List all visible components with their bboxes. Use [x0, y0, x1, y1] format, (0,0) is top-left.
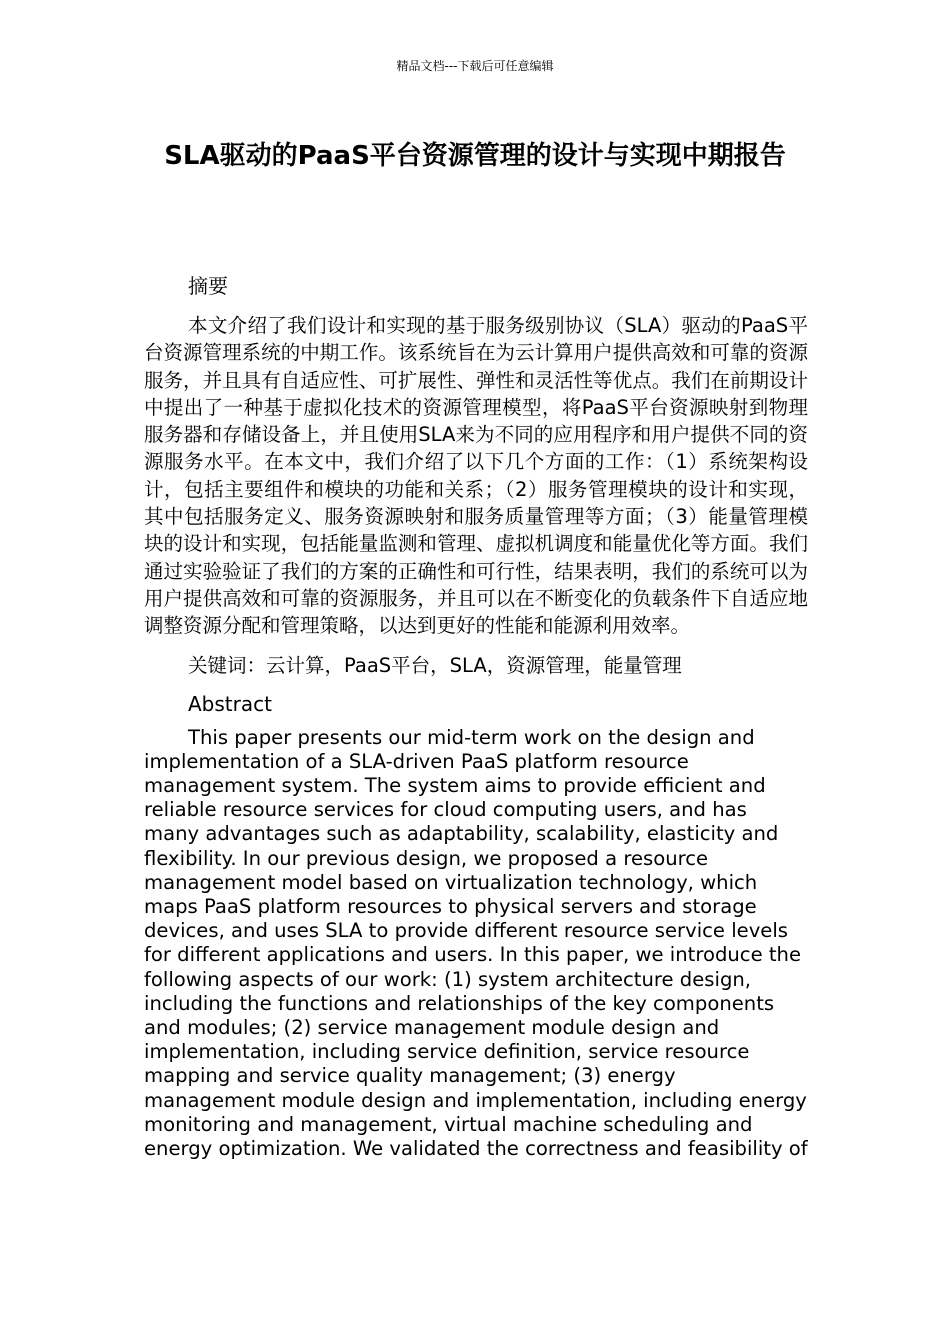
document-body	[144, 270, 808, 1161]
abstract-cn-paragraph: 本文介绍了我们设计和实现的基于服务级别协议（SLA）驱动的PaaS平台资源管理系统的中期工作。该系统旨在为云计算用户提供高效和可靠的资源服务，并且具有自适应性、可扩展性、弹性和灵活性等优点。我们在前期设计中提出了一种基于虚拟化技术的资源管理模型，将PaaS平台资源映射到物理服务器和存储设备上，并且使用SLA来为不同的应用程序和用户提供不同的资源服务水平。在本文中，我们介绍了以下几个方面的工作：（1）系统架构设计，包括主要组件和模块的功能和关系；（2）服务管理模块的设计和实现，其中包括服务定义、服务资源映射和服务质量管理等方面；（3）能量管理模块的设计和实现，包括能量监测和管理、虚拟机调度和能量优化等方面。我们通过实验验证了我们的方案的正确性和可行性，结果表明，我们的系统可以为用户提供高效和可靠的资源服务，并且可以在不断变化的负载条件下自适应地调整资源分配和管理策略，以达到更好的性能和能源利用效率。	[144, 314, 808, 638]
keywords-line: 关键词：云计算，PaaS平台，SLA，资源管理，能量管理	[188, 653, 682, 677]
abstract-en-paragraph: This paper presents our mid-term work on the design and implementation of a SLA-driven PaaS platform resource management system. The system aims to provide efficient and reliable resource services for cloud computing users, and has many advantages such as adaptability, scalability, elasticity and flexibility. In our previous design, we proposed a resource management model based on virtualization technology, which maps PaaS platform resources to physical servers and storage devices, and uses SLA to provide different resource service levels for different applications and users. In this paper, we introduce the following aspects of our work: (1) system architecture design, including the functions and relationships of the key components and modules; (2) service management module design and implementation, including service definition, service resource mapping and service quality management; (3) energy management module design and implementation, including energy monitoring and management, virtual machine scheduling and energy optimization. We validated the correctness and feasibility of	[144, 725, 808, 1161]
abstract-en-heading: Abstract	[188, 691, 272, 716]
header-note: 精品文档---下载后可任意编辑	[396, 59, 554, 73]
document-title: SLA驱动的PaaS平台资源管理的设计与实现中期报告	[164, 141, 786, 171]
abstract-cn-heading: 摘要	[188, 274, 228, 298]
